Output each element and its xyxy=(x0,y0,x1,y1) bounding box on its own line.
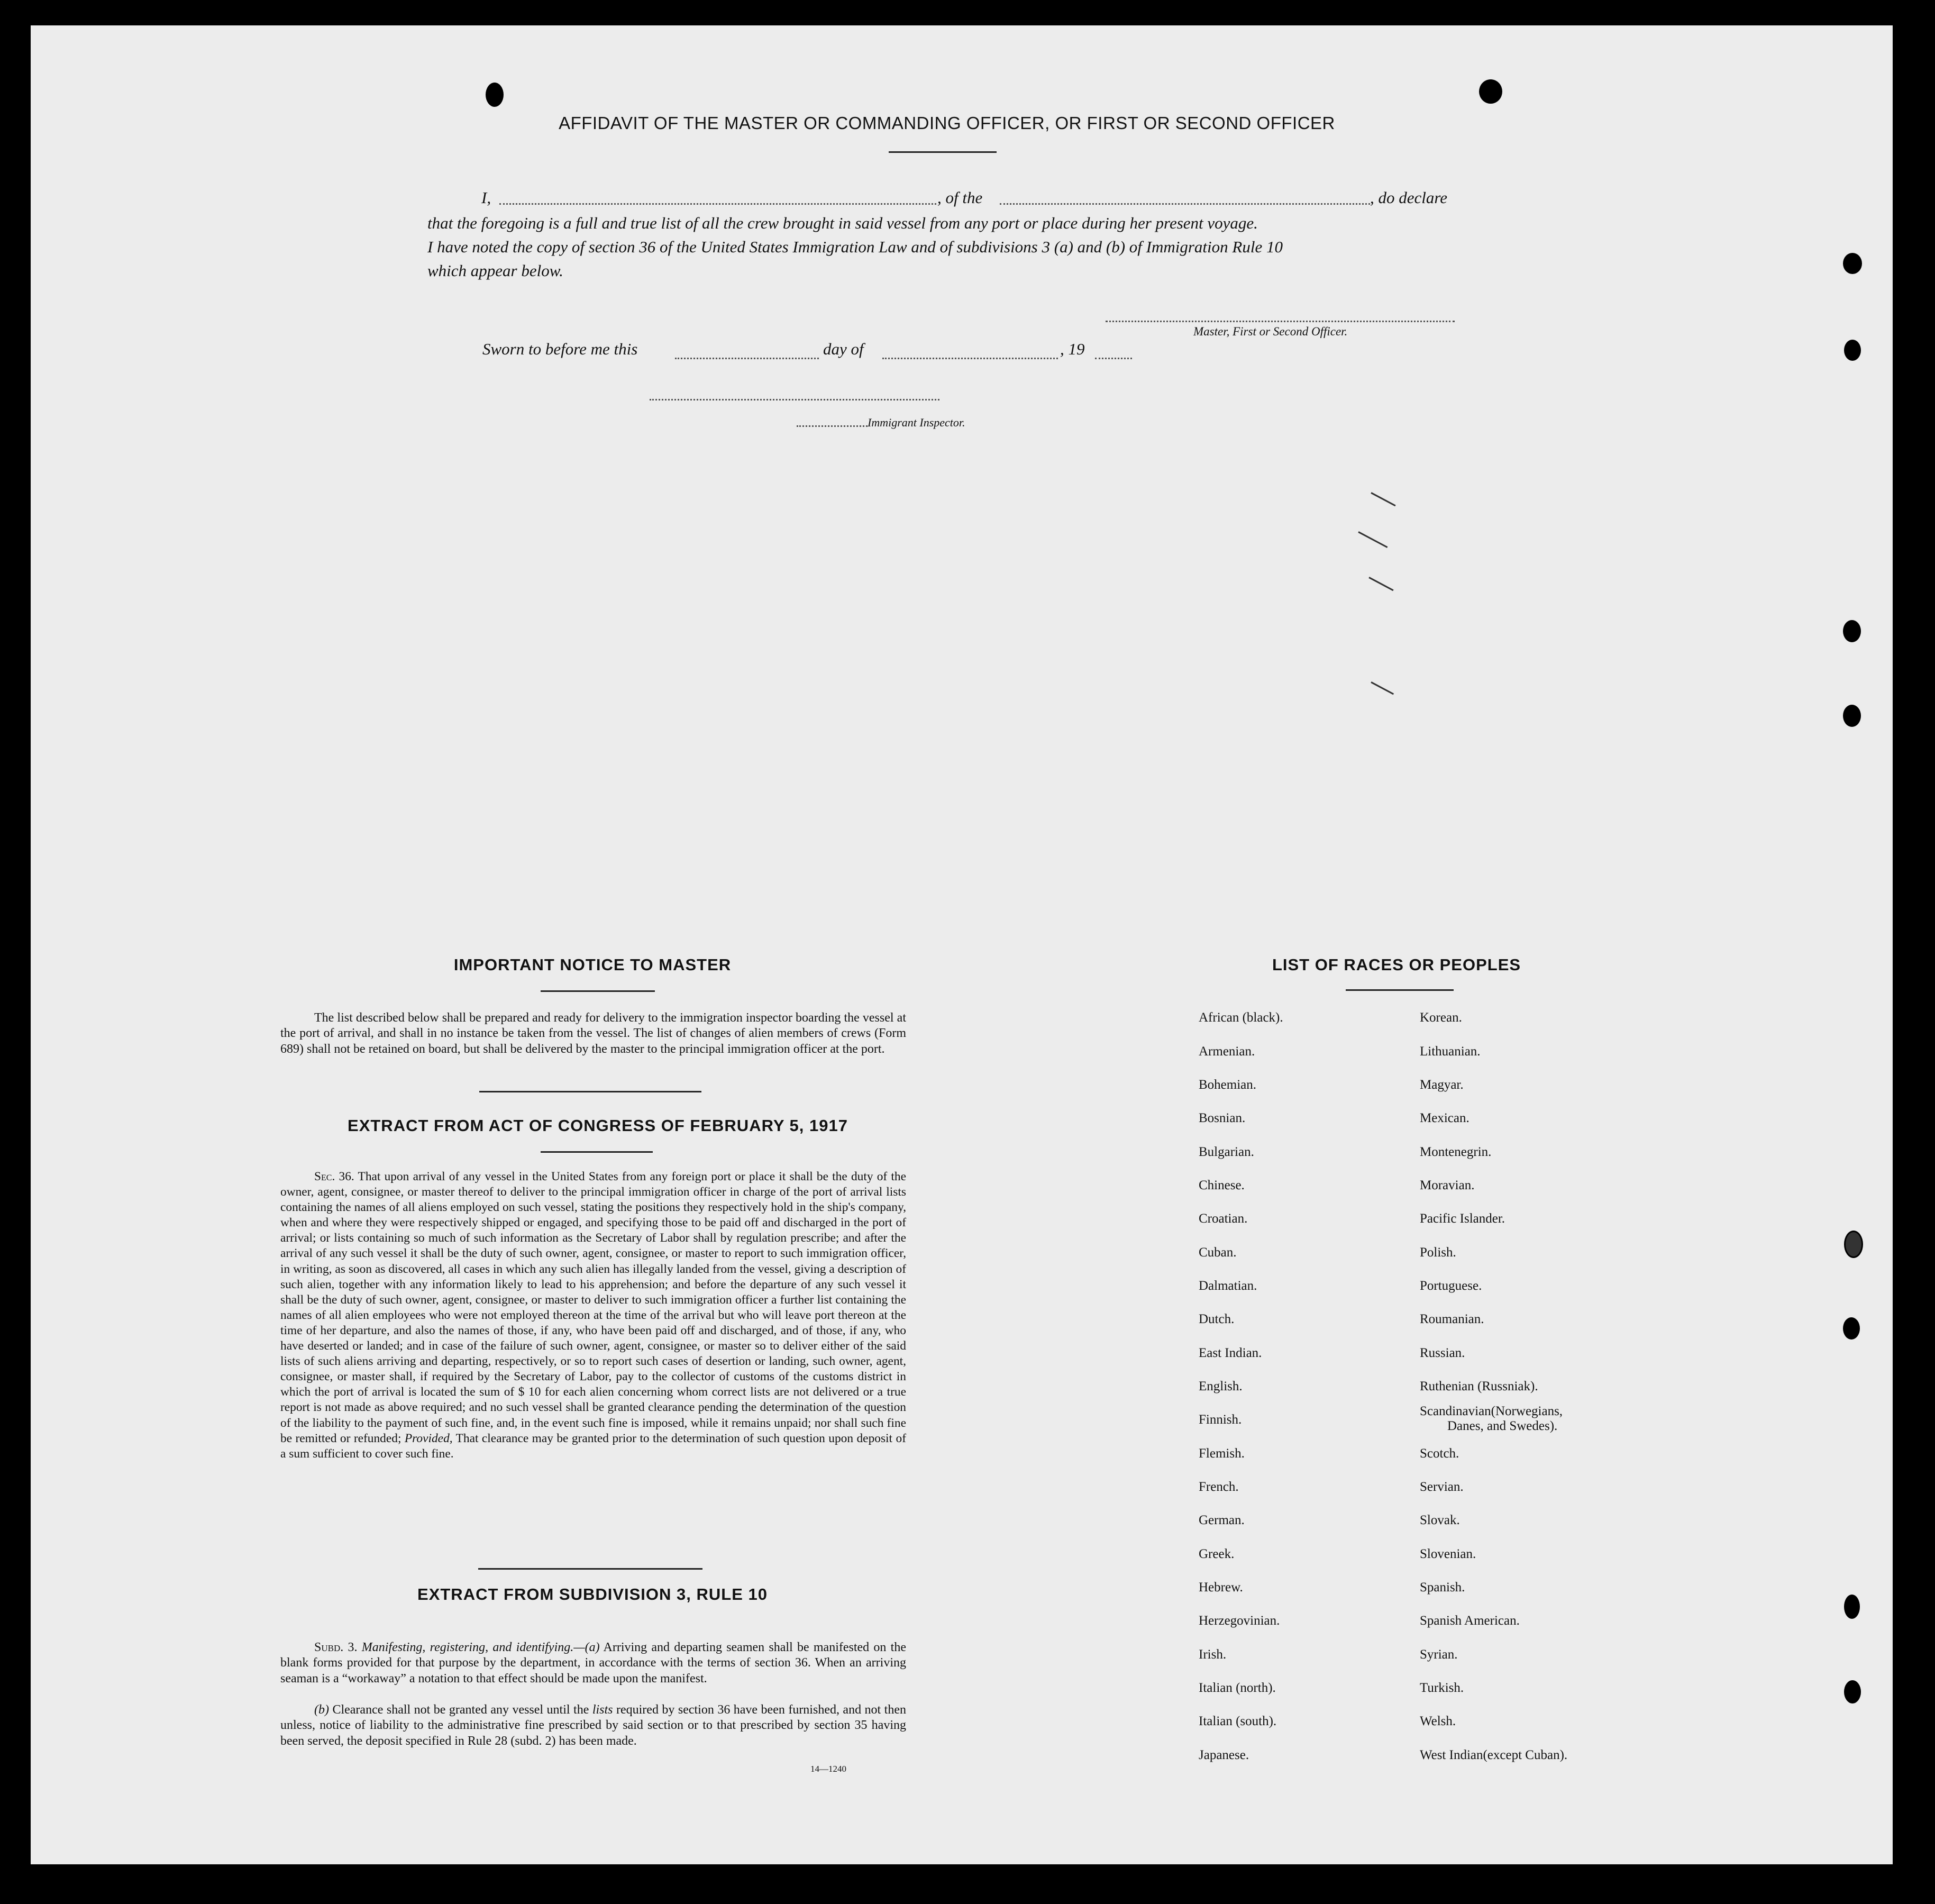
race-item: Croatian. xyxy=(1199,1211,1248,1226)
race-item: Italian (north). xyxy=(1199,1681,1276,1695)
affidavit-declare: , do declare xyxy=(1370,188,1448,207)
name-blank xyxy=(499,203,936,205)
race-item: Bosnian. xyxy=(1199,1111,1246,1125)
divider xyxy=(541,990,655,992)
punch-hole xyxy=(1844,1595,1860,1619)
affidavit-line: that the foregoing is a full and true list of all the crew brought in said vessel from any port or place during her present voyage. xyxy=(427,214,1258,232)
section-body-end: That clearance may be granted prior to the determination of such question upon deposit of a sum sufficient to cover such fine. xyxy=(280,1431,906,1461)
race-item: Welsh. xyxy=(1420,1714,1456,1728)
subdivision-b-text xyxy=(280,1702,906,1749)
race-item: Syrian. xyxy=(1420,1647,1458,1662)
divider xyxy=(541,1151,653,1153)
race-item-continued: Danes, and Swedes). xyxy=(1447,1419,1558,1433)
punch-hole xyxy=(1844,1680,1861,1703)
race-item: East Indian. xyxy=(1199,1346,1262,1360)
divider xyxy=(1346,989,1454,991)
affidavit-line: which appear below. xyxy=(427,261,563,280)
race-item: West Indian(except Cuban). xyxy=(1420,1748,1568,1762)
race-item: Turkish. xyxy=(1420,1681,1464,1695)
races-title: LIST OF RACES OR PEOPLES xyxy=(1272,955,1521,974)
affidavit-line: I have noted the copy of section 36 of the United States Immigration Law and of subdivisions 3 (a) and (b) of Immigration Rule 10 xyxy=(427,238,1283,256)
race-item: Slovak. xyxy=(1420,1513,1460,1527)
punch-hole xyxy=(1843,1317,1860,1340)
race-item: Ruthenian (Russniak). xyxy=(1420,1379,1538,1393)
punch-hole xyxy=(1843,253,1862,274)
subd-label: Subd. 3. xyxy=(314,1641,358,1654)
race-item: Bohemian. xyxy=(1199,1078,1257,1092)
punch-hole xyxy=(1479,79,1502,104)
divider xyxy=(479,1091,701,1092)
extract-rule-title: EXTRACT FROM SUBDIVISION 3, RULE 10 xyxy=(417,1585,768,1604)
race-item: Mexican. xyxy=(1420,1111,1469,1125)
race-item: Slovenian. xyxy=(1420,1547,1476,1561)
race-item: Spanish American. xyxy=(1420,1614,1520,1628)
race-item: Japanese. xyxy=(1199,1748,1249,1762)
form-number: 14—1240 xyxy=(810,1764,846,1774)
inspector-blank xyxy=(797,425,868,427)
b-label: (b) xyxy=(314,1703,329,1717)
race-item: Russian. xyxy=(1420,1346,1465,1360)
section-body: That upon arrival of any vessel in the United States from any foreign port or place it shall be the duty of the owner, agent, consignee, or master thereof to deliver to the principal immigration officer in charge of the port of arrival lists containing the names of all aliens employed on such vessel, stating the positions they respectively hold in the ship's company, when and where they were respectively shipped or engaged, and specifying those to be paid off and discharged in the port of arrival; or lists containing so much of such information as the Secretary of Labor shall by regulation prescribe; and after the arrival of any such vessel it shall be the duty of such owner, agent, consignee, or master to report to such immigration officer, in writing, as soon as discovered, all cases in which any such alien has illegally landed from the vessel, giving a description of such alien, together with any information likely to lead to his apprehension; and before the departure of any such vessel it shall be the duty of such owner, agent, consignee, or master to deliver to such immigration officer a further list containing the names of all alien employees who were not employed thereon at the time of the arrival but who will leave port thereon at the time of her departure, and also the names of those, if any, who have been paid off and discharged, and of those, if any, who have deserted or landed; and in case of the failure of such owner, agent, consignee, or master so to deliver either of the said lists of such aliens arriving and departing, respectively, or so to report such cases of desertion or landing, such owner, agent, consignee, or master shall, if required by the Secretary of Labor, pay to the collector of customs of the customs district in which the port of arrival is located the sum of $ 10 for each alien concerning whom correct lists are not delivered or a true report is not made as above required; and no such vessel shall be granted clearance pending the determination of the question of the liability to the payment of such fine, and, in the event such fine is imposed, while it remains unpaid; nor shall such fine be remitted or refunded; xyxy=(280,1170,906,1445)
race-item: Servian. xyxy=(1420,1480,1464,1494)
race-item: Herzegovinian. xyxy=(1199,1614,1280,1628)
document-page xyxy=(31,25,1893,1864)
race-item: African (black). xyxy=(1199,1010,1283,1025)
punch-hole xyxy=(1844,340,1861,361)
race-item: Polish. xyxy=(1420,1245,1456,1260)
race-item: Dalmatian. xyxy=(1199,1279,1257,1293)
affidavit-title: AFFIDAVIT OF THE MASTER OR COMMANDING OFFICER, OR FIRST OR SECOND OFFICER xyxy=(559,113,1335,133)
race-item: Portuguese. xyxy=(1420,1279,1482,1293)
race-item: Roumanian. xyxy=(1420,1312,1484,1326)
race-item: Armenian. xyxy=(1199,1044,1255,1059)
race-item: Cuban. xyxy=(1199,1245,1237,1260)
subdivision-a-text xyxy=(280,1640,906,1687)
day-blank xyxy=(675,358,819,359)
divider xyxy=(889,151,997,153)
punch-hole xyxy=(486,83,504,107)
subd-title: Manifesting, registering, and identifying.—(a) xyxy=(361,1641,600,1654)
race-item: Montenegrin. xyxy=(1420,1145,1492,1159)
race-item: Greek. xyxy=(1199,1547,1235,1561)
divider xyxy=(478,1568,702,1570)
year-blank xyxy=(1095,358,1132,359)
race-item: Scotch. xyxy=(1420,1446,1459,1461)
year-text: , 19 xyxy=(1060,340,1085,358)
race-item: French. xyxy=(1199,1480,1239,1494)
race-item: Spanish. xyxy=(1420,1580,1465,1595)
race-item: Finnish. xyxy=(1199,1413,1242,1427)
race-item: Magyar. xyxy=(1420,1078,1464,1092)
race-item: English. xyxy=(1199,1379,1243,1393)
punch-hole xyxy=(1843,620,1861,642)
race-item: Pacific Islander. xyxy=(1420,1211,1505,1226)
subd-a-body: Arriving and departing seamen shall be manifested on the blank forms provided for that purpose by the department, in accordance with the terms of section 36. When an arriving seaman is a “workaway” a notation to that effect should be made upon the manifest. xyxy=(280,1641,906,1686)
b-body-end: required by section 36 have been furnished, and not then unless, notice of liability to the administrative fine prescribed by said section or to that prescribed by section 35 having been served, the deposit specified in Rule 28 (subd. 2) has been made. xyxy=(280,1703,907,1748)
punch-hole xyxy=(1844,1231,1863,1258)
section-label: Sec. 36. xyxy=(314,1170,354,1183)
race-item: Hebrew. xyxy=(1199,1580,1243,1595)
month-blank xyxy=(882,358,1058,359)
race-item: Italian (south). xyxy=(1199,1714,1277,1728)
provided-label: Provided, xyxy=(404,1431,453,1445)
section-36-text xyxy=(280,1169,906,1462)
race-item: Chinese. xyxy=(1199,1178,1245,1192)
inspector-label: Immigrant Inspector. xyxy=(868,416,965,429)
affidavit-i: I, xyxy=(481,188,491,207)
race-item: Dutch. xyxy=(1199,1312,1235,1326)
affidavit-of-the: , of the xyxy=(937,188,983,207)
notice-text: The list described below shall be prepared and ready for delivery to the immigration inspector boarding the vessel at the port of arrival, and shall in no instance be taken from the vessel. The list of changes of alien members of crews (Form 689) shall not be retained on board, but shall be delivered by the master to the principal immigration officer at the port. xyxy=(280,1011,906,1056)
notice-title: IMPORTANT NOTICE TO MASTER xyxy=(453,955,732,974)
race-item: Korean. xyxy=(1420,1010,1462,1025)
race-item: Moravian. xyxy=(1420,1178,1475,1192)
sworn-text: Sworn to before me this xyxy=(482,340,638,358)
extract-act-title: EXTRACT FROM ACT OF CONGRESS OF FEBRUARY 5, 1917 xyxy=(348,1116,848,1135)
inspector-signature-blank xyxy=(650,399,939,400)
race-item: Irish. xyxy=(1199,1647,1227,1662)
master-signature-label: Master, First or Second Officer. xyxy=(1193,325,1348,338)
race-item: Scandinavian(Norwegians, xyxy=(1420,1404,1563,1418)
race-item: Flemish. xyxy=(1199,1446,1245,1461)
b-lists: lists xyxy=(592,1703,613,1717)
signature-blank xyxy=(1106,321,1455,322)
race-item: Lithuanian. xyxy=(1420,1044,1481,1059)
vessel-blank xyxy=(1000,203,1370,205)
b-body: Clearance shall not be granted any vessel until the xyxy=(332,1703,589,1717)
race-item: Bulgarian. xyxy=(1199,1145,1254,1159)
day-of-text: day of xyxy=(823,340,864,358)
race-item: German. xyxy=(1199,1513,1245,1527)
punch-hole xyxy=(1843,705,1861,727)
